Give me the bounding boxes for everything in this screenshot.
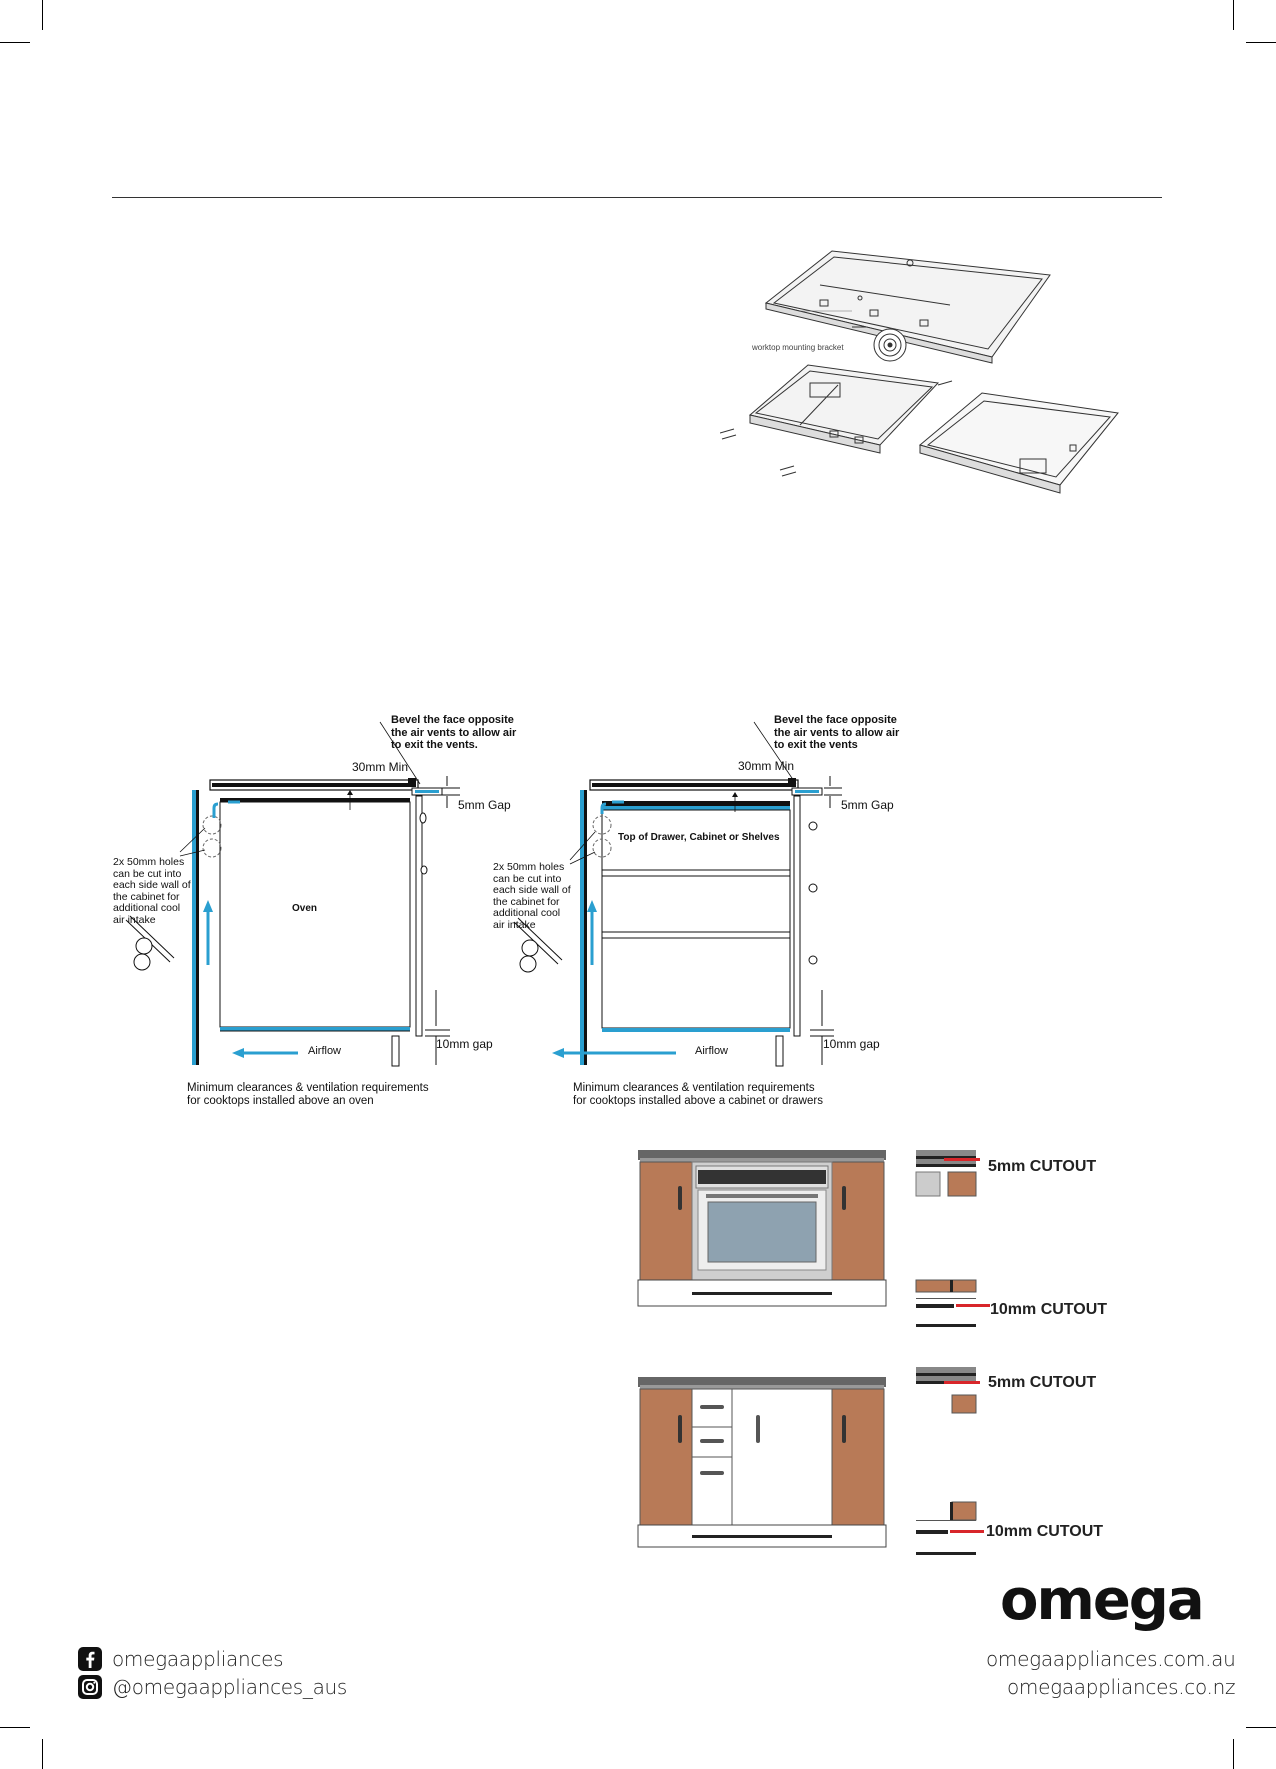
omega-logo: omega [1000,1568,1203,1633]
oven-gap-top: 5mm Gap [458,798,511,812]
website-au-link[interactable]: omegaappliances.com.au [986,1647,1236,1671]
cooktop-installation-illustration [720,245,1130,505]
instagram-icon[interactable] [78,1675,102,1699]
cabinet-holes-note: 2x 50mm holes can be cut into each side wall of the cabinet for additional cool air intake [493,861,571,931]
cabinet-bevel-note: Bevel the face opposite the air vents to allow air to exit the vents [774,714,900,751]
cabinet-gap-bottom: 10mm gap [823,1037,880,1051]
oven-caption: Minimum clearances & ventilation requirements for cooktops installed above an oven [187,1082,429,1107]
cabinet-caption: Minimum clearances & ventilation requirements for cooktops installed above a cabinet or drawers [573,1082,823,1107]
crop-mark [42,1739,43,1769]
oven-holes-note: 2x 50mm holes can be cut into each side wall of the cabinet for additional cool air intake [113,856,191,926]
cabinet-airflow-label: Airflow [695,1045,729,1057]
facebook-icon[interactable] [78,1647,102,1671]
crop-mark [1233,0,1234,30]
crop-mark [0,1727,30,1728]
oven-gap-bottom: 10mm gap [436,1037,493,1051]
cabinet-min-label: 30mm Min [738,759,795,773]
crop-mark [0,42,30,43]
facebook-handle[interactable]: omegaappliances [112,1647,284,1671]
cabinet-gap-top: 5mm Gap [841,798,894,812]
bracket-label: worktop mounting bracket [752,343,844,352]
oven-label: Oven [292,903,318,914]
drawer-bottom-cutout-detail [914,1500,994,1558]
website-nz-link[interactable]: omegaappliances.co.nz [1007,1675,1236,1699]
crop-mark [1246,42,1276,43]
oven-bottom-cutout-detail [914,1278,994,1330]
drawer-cabinet-illustration [636,1375,888,1551]
oven-airflow-label: Airflow [308,1045,342,1057]
oven-cabinet-illustration [636,1148,888,1324]
instagram-handle[interactable]: @omegaappliances_aus [112,1675,348,1699]
crop-mark [1233,1739,1234,1769]
oven-bevel-note: Bevel the face opposite the air vents to allow air to exit the vents. [391,714,517,751]
oven-top-cutout-label: 5mm CUTOUT [988,1158,1097,1175]
crop-mark [42,0,43,30]
cabinet-top-label: Top of Drawer, Cabinet or Shelves [618,832,780,843]
drawer-bottom-cutout-label: 10mm CUTOUT [986,1523,1104,1540]
drawer-top-cutout-label: 5mm CUTOUT [988,1374,1097,1391]
oven-bottom-cutout-label: 10mm CUTOUT [990,1301,1108,1318]
header-rule [112,197,1162,198]
oven-min-label: 30mm Min [352,760,409,774]
drawer-top-cutout-detail [914,1365,984,1415]
crop-mark [1246,1727,1276,1728]
oven-top-cutout-detail [914,1148,984,1200]
